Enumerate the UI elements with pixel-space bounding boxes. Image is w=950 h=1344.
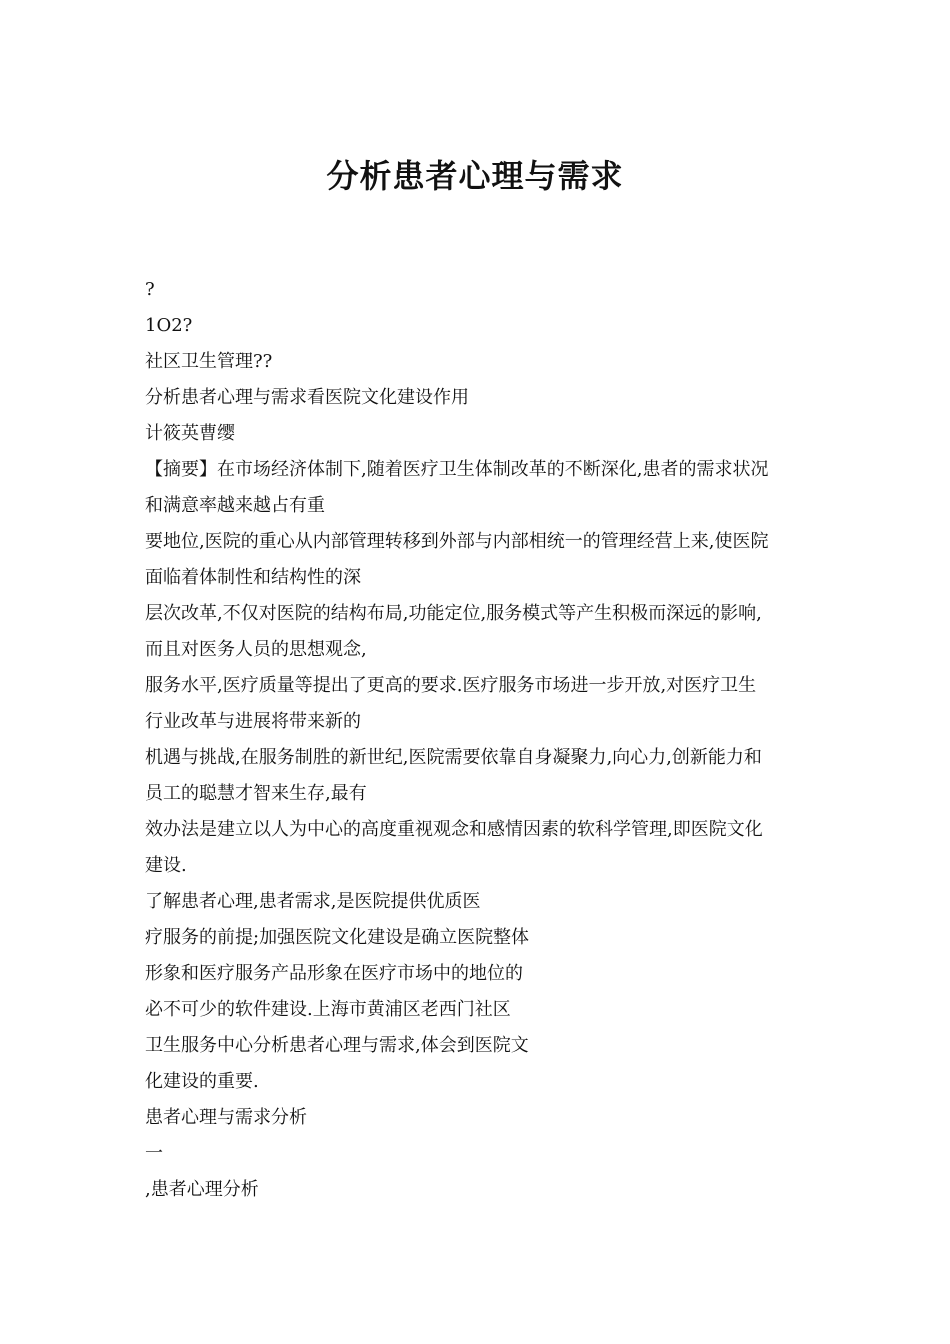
text-line: 1O2?: [145, 315, 193, 336]
abstract-line: 建设.: [145, 855, 187, 876]
abstract-line: 服务水平,医疗质量等提出了更高的要求.医疗服务市场进一步开放,对医疗卫生: [145, 675, 757, 696]
subsection-heading: ,患者心理分析: [145, 1179, 259, 1200]
document-body: [145, 272, 815, 1208]
body-line: 疗服务的前提;加强医院文化建设是确立医院整体: [145, 927, 530, 948]
abstract-line: 而且对医务人员的思想观念,: [145, 639, 367, 660]
section-number: 一: [145, 1143, 163, 1164]
abstract-line: 面临着体制性和结构性的深: [145, 567, 361, 588]
text-line: ?: [145, 279, 155, 300]
section-heading: 患者心理与需求分析: [145, 1107, 307, 1128]
body-line: 形象和医疗服务产品形象在医疗市场中的地位的: [145, 963, 523, 984]
journal-section: 社区卫生管理??: [145, 351, 273, 372]
article-title: 分析患者心理与需求看医院文化建设作用: [145, 387, 469, 408]
abstract-line: 要地位,医院的重心从内部管理转移到外部与内部相统一的管理经营上来,使医院: [145, 531, 769, 552]
abstract-line: 效办法是建立以人为中心的高度重视观念和感情因素的软科学管理,即医院文化: [145, 819, 763, 840]
abstract-line: 员工的聪慧才智来生存,最有: [145, 783, 367, 804]
body-line: 卫生服务中心分析患者心理与需求,体会到医院文: [145, 1035, 529, 1056]
abstract-line: 机遇与挑战,在服务制胜的新世纪,医院需要依靠自身凝聚力,向心力,创新能力和: [145, 747, 762, 768]
abstract-line: 【摘要】在市场经济体制下,随着医疗卫生体制改革的不断深化,患者的需求状况: [145, 459, 769, 480]
abstract-line: 和满意率越来越占有重: [145, 495, 325, 516]
body-line: 化建设的重要.: [145, 1071, 259, 1092]
article-authors: 计筱英曹缨: [145, 423, 235, 444]
body-line: 了解患者心理,患者需求,是医院提供优质医: [145, 891, 481, 912]
abstract-line: 层次改革,不仅对医院的结构布局,功能定位,服务模式等产生积极而深远的影响,: [145, 603, 762, 624]
document-title: 分析患者心理与需求: [326, 157, 624, 195]
body-line: 必不可少的软件建设.上海市黄浦区老西门社区: [145, 999, 511, 1020]
abstract-line: 行业改革与进展将带来新的: [145, 711, 361, 732]
